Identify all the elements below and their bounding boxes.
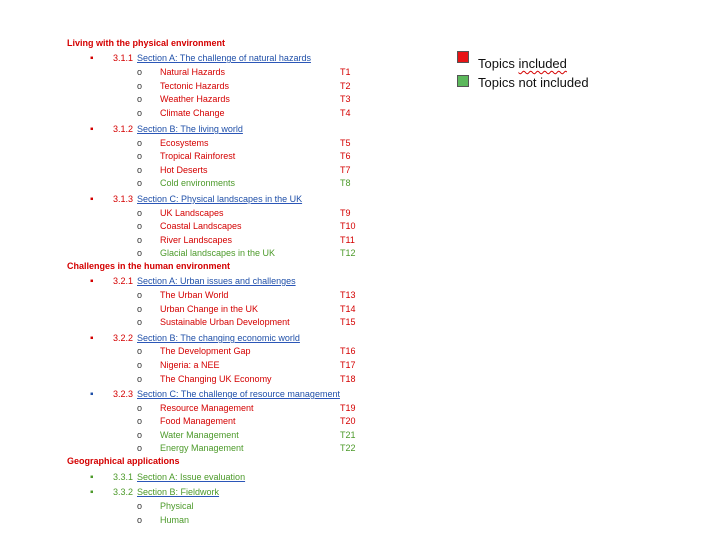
topic-name: Cold environments — [160, 178, 236, 188]
topic-bullet: o — [137, 346, 143, 356]
topic-code: T16 — [340, 346, 356, 356]
topic-bullet: o — [137, 501, 143, 511]
section-bullet: ▪ — [90, 389, 94, 400]
topic-code: T18 — [340, 374, 356, 384]
topic-name: Coastal Landscapes — [160, 221, 242, 231]
topic-bullet: o — [137, 138, 143, 148]
topic-bullet: o — [137, 403, 143, 413]
topic-name: River Landscapes — [160, 235, 233, 245]
part-heading: Challenges in the human environment — [67, 261, 231, 271]
topic-code: T2 — [340, 81, 351, 91]
legend-label-included: Topics included — [478, 56, 567, 71]
topic-name: Energy Management — [160, 443, 244, 453]
topic-code: T5 — [340, 138, 351, 148]
topic-name: Natural Hazards — [160, 67, 226, 77]
section-title[interactable]: Section C: Physical landscapes in the UK — [137, 194, 303, 204]
section-number: 3.2.3 — [113, 389, 134, 399]
topic-bullet: o — [137, 81, 143, 91]
topic-bullet: o — [137, 374, 143, 384]
topic-code: T13 — [340, 290, 356, 300]
topic-bullet: o — [137, 430, 143, 440]
topic-code: T3 — [340, 94, 351, 104]
part-heading: Living with the physical environment — [67, 38, 226, 48]
topic-name: Human — [160, 515, 190, 525]
topic-bullet: o — [137, 290, 143, 300]
topic-code: T7 — [340, 165, 351, 175]
topic-name: Weather Hazards — [160, 94, 230, 104]
legend-swatch-included — [457, 51, 469, 63]
topic-name: Ecosystems — [160, 138, 209, 148]
topic-name: Urban Change in the UK — [160, 304, 259, 314]
topic-bullet: o — [137, 304, 143, 314]
topic-bullet: o — [137, 151, 143, 161]
topic-bullet: o — [137, 108, 143, 118]
topic-code: T12 — [340, 248, 356, 258]
topic-code: T4 — [340, 108, 351, 118]
topic-bullet: o — [137, 165, 143, 175]
topic-code: T22 — [340, 443, 356, 453]
section-number: 3.3.2 — [113, 487, 134, 497]
topic-bullet: o — [137, 235, 143, 245]
section-bullet: ▪ — [90, 333, 94, 344]
topic-code: T17 — [340, 360, 356, 370]
topic-bullet: o — [137, 67, 143, 77]
topic-code: T15 — [340, 317, 356, 327]
topic-name: Physical — [160, 501, 194, 511]
topic-bullet: o — [137, 248, 143, 258]
topic-name: Glacial landscapes in the UK — [160, 248, 276, 258]
section-title[interactable]: Section A: Urban issues and challenges — [137, 276, 296, 286]
topic-bullet: o — [137, 443, 143, 453]
topic-name: Food Management — [160, 416, 236, 426]
section-bullet: ▪ — [90, 194, 94, 205]
section-number: 3.2.1 — [113, 276, 134, 286]
topic-bullet: o — [137, 178, 143, 188]
section-number: 3.1.3 — [113, 194, 134, 204]
topic-code: T11 — [340, 235, 355, 245]
section-title[interactable]: Section B: The changing economic world — [137, 333, 300, 343]
section-number: 3.2.2 — [113, 333, 134, 343]
section-bullet: ▪ — [90, 53, 94, 64]
topic-name: Climate Change — [160, 108, 225, 118]
section-bullet: ▪ — [90, 472, 94, 483]
topic-name: The Changing UK Economy — [160, 374, 272, 384]
topic-bullet: o — [137, 360, 143, 370]
section-bullet: ▪ — [90, 124, 94, 135]
topic-code: T1 — [340, 67, 351, 77]
topic-code: T20 — [340, 416, 356, 426]
topic-bullet: o — [137, 416, 143, 426]
section-bullet: ▪ — [90, 487, 94, 498]
topic-name: Sustainable Urban Development — [160, 317, 290, 327]
section-title[interactable]: Section A: The challenge of natural hazards — [137, 53, 311, 63]
topic-code: T9 — [340, 208, 351, 218]
legend-swatch-not-included — [457, 75, 469, 87]
topic-name: The Urban World — [160, 290, 229, 300]
section-number: 3.1.1 — [113, 53, 134, 63]
section-bullet: ▪ — [90, 276, 94, 287]
topic-code: T8 — [340, 178, 351, 188]
topic-bullet: o — [137, 515, 143, 525]
section-number: 3.1.2 — [113, 124, 134, 134]
topic-code: T10 — [340, 221, 356, 231]
topic-name: Tectonic Hazards — [160, 81, 230, 91]
section-title[interactable]: Section B: Fieldwork — [137, 487, 220, 497]
topic-name: Water Management — [160, 430, 239, 440]
part-heading: Geographical applications — [67, 456, 180, 466]
section-title[interactable]: Section B: The living world — [137, 124, 243, 134]
topic-name: The Development Gap — [160, 346, 251, 356]
legend-label-not-included: Topics not included — [478, 75, 589, 90]
topic-code: T6 — [340, 151, 351, 161]
topic-bullet: o — [137, 317, 143, 327]
section-number: 3.3.1 — [113, 472, 134, 482]
topic-name: Resource Management — [160, 403, 254, 413]
topic-code: T14 — [340, 304, 356, 314]
topic-bullet: o — [137, 221, 143, 231]
topic-bullet: o — [137, 94, 143, 104]
topic-name: UK Landscapes — [160, 208, 224, 218]
section-title[interactable]: Section A: Issue evaluation — [137, 472, 246, 482]
topic-code: T21 — [340, 430, 356, 440]
topic-name: Tropical Rainforest — [160, 151, 236, 161]
topic-name: Nigeria: a NEE — [160, 360, 220, 370]
section-title[interactable]: Section C: The challenge of resource management — [137, 389, 340, 399]
topic-bullet: o — [137, 208, 143, 218]
topic-code: T19 — [340, 403, 356, 413]
legend-included-text: included — [518, 56, 567, 71]
topic-name: Hot Deserts — [160, 165, 208, 175]
